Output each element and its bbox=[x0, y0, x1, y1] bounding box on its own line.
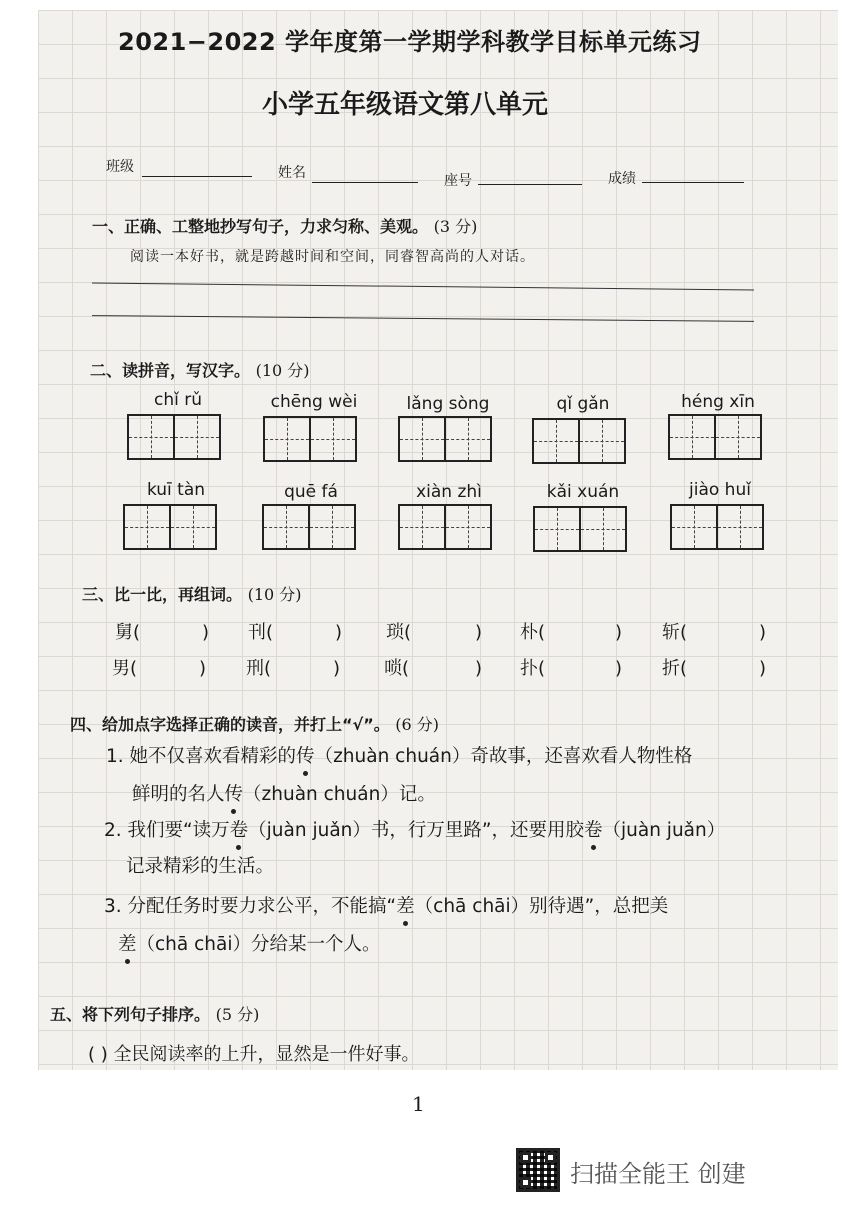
page-number: 1 bbox=[412, 1092, 425, 1116]
word-pair-nan[interactable] bbox=[112, 654, 206, 680]
section1-points: (3 分) bbox=[433, 217, 478, 236]
char-zhan: 斩( bbox=[662, 622, 688, 643]
section1-title: 一、正确、工整地抄写句子，力求匀称、美观。 bbox=[92, 217, 429, 236]
char-suo: 琐( bbox=[386, 622, 412, 643]
q4-num-2: 2. bbox=[104, 820, 122, 841]
q4-num-1: 1. bbox=[106, 746, 124, 767]
section2-title: 二、读拼音，写汉字。 bbox=[90, 361, 251, 380]
q4-item3-line2 bbox=[118, 936, 381, 955]
scanner-watermark: 扫描全能王 创建 bbox=[570, 1160, 746, 1188]
q4-text[interactable]: （juàn juǎn）书，行万里路”，还要用胶 bbox=[248, 820, 584, 841]
word-pair-jiu[interactable] bbox=[115, 618, 209, 644]
section4-title: 四、给加点字选择正确的读音，并打上“√”。 bbox=[70, 715, 390, 734]
qr-code-icon bbox=[516, 1148, 560, 1192]
pinyin-chi-ru: chǐ rǔ bbox=[153, 390, 202, 410]
q4-text: 我们要“读万 bbox=[127, 820, 230, 841]
word-pair-zhe[interactable] bbox=[662, 654, 766, 680]
char-box-kui-tan[interactable] bbox=[123, 504, 217, 550]
q4-text[interactable]: （chā chāi）别待遇”，总把美 bbox=[414, 896, 669, 917]
q4-item1-line2 bbox=[132, 786, 436, 805]
exam-title: 2021−2022 学年度第一学期学科教学目标单元练习 bbox=[118, 28, 702, 56]
name-blank[interactable] bbox=[312, 182, 418, 183]
section4-heading bbox=[70, 712, 439, 735]
name-label: 姓名 bbox=[278, 165, 306, 181]
word-pair-zhan[interactable] bbox=[662, 618, 766, 644]
char-box-chi-ru[interactable] bbox=[127, 414, 221, 460]
section5-title: 五、将下列句子排序。 bbox=[50, 1005, 211, 1024]
q4-dotted-char: 传 bbox=[296, 746, 315, 767]
section4-points: (6 分) bbox=[395, 715, 440, 734]
char-box-heng-xin[interactable] bbox=[668, 414, 762, 460]
paren-close: ) bbox=[615, 658, 623, 679]
char-kan: 刊( bbox=[248, 622, 274, 643]
section3-heading bbox=[82, 582, 302, 605]
score-blank[interactable] bbox=[642, 182, 744, 183]
char-nan: 男( bbox=[112, 658, 138, 679]
word-pair-pu[interactable] bbox=[520, 618, 622, 644]
class-label: 班级 bbox=[106, 159, 134, 175]
pinyin-xian-zhi: xiàn zhì bbox=[416, 482, 482, 502]
q4-item3-line1 bbox=[104, 898, 668, 917]
copy-sentence: 阅读一本好书，就是跨越时间和空间，同睿智高尚的人对话。 bbox=[130, 249, 535, 265]
q4-dotted-char: 差 bbox=[396, 896, 415, 917]
paren-close: ) bbox=[335, 622, 343, 643]
q4-item2-line1 bbox=[104, 822, 725, 841]
seat-blank[interactable] bbox=[478, 184, 582, 185]
word-pair-suo2[interactable] bbox=[384, 654, 482, 680]
char-zhe: 折( bbox=[662, 658, 688, 679]
char-box-xian-zhi[interactable] bbox=[398, 504, 492, 550]
char-pu2: 扑( bbox=[520, 658, 546, 679]
paren-close: ) bbox=[759, 622, 767, 643]
section5-heading bbox=[50, 1002, 259, 1025]
q4-num-3: 3. bbox=[104, 896, 122, 917]
char-pu: 朴( bbox=[520, 622, 546, 643]
paren-close: ) bbox=[475, 622, 483, 643]
word-pair-kan[interactable] bbox=[248, 618, 342, 644]
pinyin-heng-xin: héng xīn bbox=[681, 392, 755, 412]
q4-text: 分配任务时要力求公平，不能搞“ bbox=[127, 896, 397, 917]
seat-label: 座号 bbox=[444, 173, 472, 189]
char-box-qi-gan[interactable] bbox=[532, 418, 626, 464]
q4-text[interactable]: （zhuàn chuán）奇故事，还喜欢看人物性格 bbox=[314, 746, 693, 767]
pinyin-que-fa: quē fá bbox=[284, 482, 338, 502]
char-box-kai-xuan[interactable] bbox=[533, 506, 627, 552]
char-xing: 刑( bbox=[246, 658, 272, 679]
word-pair-suo[interactable] bbox=[386, 618, 482, 644]
char-box-que-fa[interactable] bbox=[262, 504, 356, 550]
exam-subtitle: 小学五年级语文第八单元 bbox=[262, 90, 549, 120]
section3-title: 三、比一比，再组词。 bbox=[82, 585, 243, 604]
paren-close: ) bbox=[759, 658, 767, 679]
word-pair-xing[interactable] bbox=[246, 654, 340, 680]
pinyin-jiao-hui: jiào huǐ bbox=[689, 480, 751, 500]
char-box-jiao-hui[interactable] bbox=[670, 504, 764, 550]
paren-close: ) bbox=[202, 622, 210, 643]
q4-dotted-char: 卷 bbox=[583, 820, 603, 841]
q4-item1-line1 bbox=[106, 748, 692, 767]
q4-text[interactable]: （chā chāi）分给某一个人。 bbox=[136, 934, 381, 955]
section5-points: (5 分) bbox=[215, 1005, 260, 1024]
q4-dotted-char: 卷 bbox=[229, 820, 249, 841]
section3-points: (10 分) bbox=[247, 585, 302, 604]
pinyin-lang-song: lǎng sòng bbox=[406, 394, 490, 414]
paren-close: ) bbox=[333, 658, 341, 679]
char-suo2: 唢( bbox=[384, 658, 410, 679]
section2-points: (10 分) bbox=[255, 361, 310, 380]
q4-text[interactable]: （juàn juǎn） bbox=[602, 820, 726, 841]
order-sentence-1[interactable]: ( ) 全民阅读率的上升，显然是一件好事。 bbox=[88, 1044, 420, 1065]
q4-text: 鲜明的名人 bbox=[132, 784, 225, 805]
paren-close: ) bbox=[199, 658, 207, 679]
pinyin-kai-xuan: kǎi xuán bbox=[546, 482, 620, 502]
char-box-lang-song[interactable] bbox=[398, 416, 492, 462]
char-jiu: 舅( bbox=[115, 622, 141, 643]
section1-heading bbox=[92, 214, 477, 237]
char-box-cheng-wei[interactable] bbox=[263, 416, 357, 462]
q4-dotted-char: 传 bbox=[224, 784, 244, 805]
score-label: 成绩 bbox=[608, 171, 636, 187]
pinyin-kui-tan: kuī tàn bbox=[146, 480, 206, 500]
pinyin-qi-gan: qǐ gǎn bbox=[556, 394, 610, 414]
q4-text[interactable]: （zhuàn chuán）记。 bbox=[243, 784, 436, 805]
q4-item2-line2: 记录精彩的生活。 bbox=[126, 856, 275, 877]
q4-text: 她不仅喜欢看精彩的 bbox=[129, 746, 297, 767]
paren-close: ) bbox=[475, 658, 483, 679]
class-blank[interactable] bbox=[142, 176, 252, 177]
paren-close: ) bbox=[615, 622, 623, 643]
word-pair-pu2[interactable] bbox=[520, 654, 622, 680]
section2-heading bbox=[90, 358, 310, 381]
q4-dotted-char: 差 bbox=[118, 934, 137, 955]
pinyin-cheng-wei: chēng wèi bbox=[270, 392, 358, 412]
